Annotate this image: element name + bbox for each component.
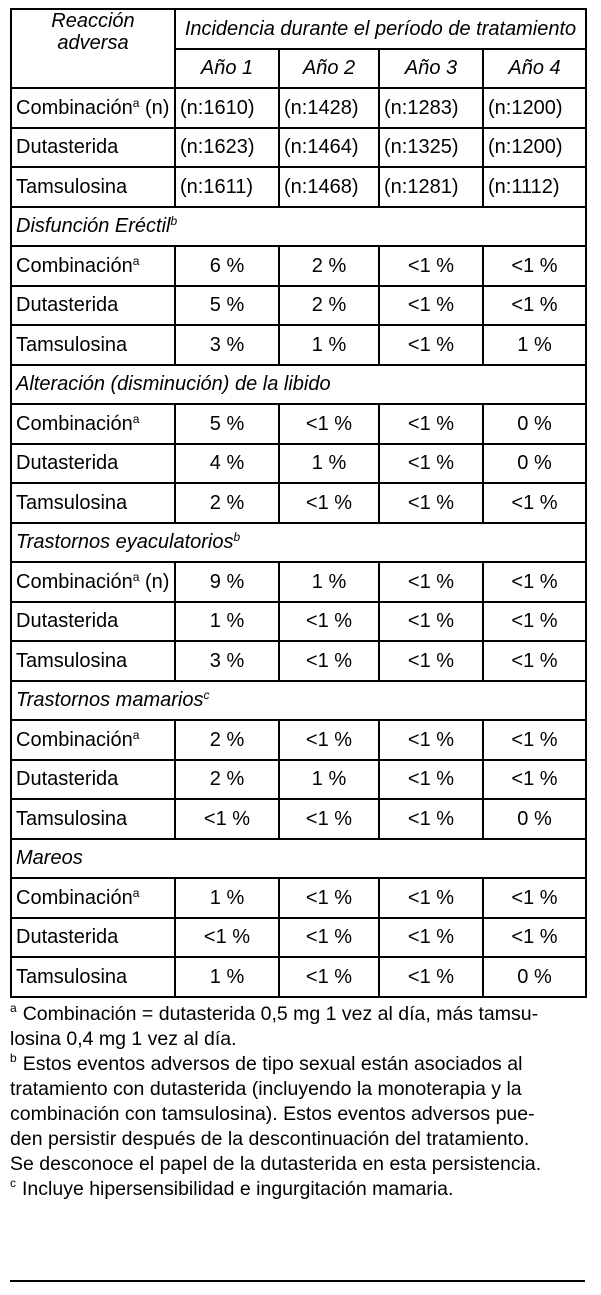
footnote-text: Combinación = dutasterida 0,5 mg 1 vez al día, más tamsu- [22,1002,539,1025]
table-row [11,88,586,128]
value-cell: (n:1468) [279,167,379,207]
section-title-text: Disfunción Eréctil [16,215,171,238]
value-cell: (n:1200) [483,128,586,168]
value-cell: <1 % [279,918,379,958]
value-cell: (n:1281) [379,167,483,207]
row-label-text: Dutasterida [16,610,119,633]
value-cell: (n:1283) [379,88,483,128]
value-cell: <1 % [379,286,483,326]
footnote-marker: c [10,1175,16,1190]
row-label [11,799,175,839]
value-cell: 2 % [175,760,279,800]
footnote-text: Estos eventos adversos de tipo sexual están asociados al [22,1052,523,1075]
table-row [11,325,586,365]
value-cell: <1 % [379,641,483,681]
row-label [11,88,175,128]
row-label [11,286,175,326]
footnote-text: Se desconoce el papel de la dutasterida en esta persistencia. [10,1152,542,1175]
footnote-line [10,1002,585,1027]
row-label-text: Tamsulosina [16,175,128,198]
row-label [11,878,175,918]
footnote-marker: a [132,411,140,426]
value-cell: 1 % [279,325,379,365]
value-cell: <1 % [379,325,483,365]
adverse-reactions-table [10,8,587,998]
row-label-text: Dutasterida [16,768,119,791]
row-label [11,918,175,958]
section-title-text: Trastornos mamarios [16,689,204,712]
table-row [11,404,586,444]
section-title-text: Mareos [16,847,83,870]
header-year: Año 3 [379,49,483,89]
value-cell: <1 % [483,760,586,800]
value-cell: <1 % [379,878,483,918]
bottom-rule [10,1280,585,1282]
section-row [11,523,586,563]
value-cell: 1 % [279,562,379,602]
section-row [11,681,586,721]
row-label-text: Combinación [16,728,133,751]
value-cell: <1 % [379,760,483,800]
value-cell: <1 % [279,878,379,918]
footnotes [10,1002,585,1202]
table-row [11,128,586,168]
header-year: Año 4 [483,49,586,89]
value-cell: <1 % [175,918,279,958]
row-label [11,167,175,207]
table-row [11,602,586,642]
row-label-text: Combinación [16,96,133,119]
value-cell: <1 % [279,957,379,997]
value-cell: <1 % [483,918,586,958]
table-row [11,246,586,286]
footnote-text: losina 0,4 mg 1 vez al día. [10,1027,237,1050]
header-row-top [11,9,586,49]
value-cell: (n:1325) [379,128,483,168]
value-cell: 6 % [175,246,279,286]
value-cell: 5 % [175,286,279,326]
row-label-text: Combinación [16,886,133,909]
value-cell: 2 % [175,720,279,760]
section-title [11,365,586,405]
value-cell: (n:1611) [175,167,279,207]
value-cell: 1 % [279,444,379,484]
value-cell: <1 % [379,246,483,286]
footnote-marker: a [132,95,140,110]
value-cell: <1 % [379,562,483,602]
section-title [11,839,586,879]
footnote-marker: c [203,688,210,703]
footnote-marker: a [132,727,140,742]
header-row-label: Reacción adversa [11,9,175,88]
row-label-text: Combinación [16,570,133,593]
value-cell: <1 % [175,799,279,839]
row-label [11,641,175,681]
value-cell: 3 % [175,641,279,681]
value-cell: 3 % [175,325,279,365]
table-row [11,641,586,681]
value-cell: <1 % [379,483,483,523]
value-cell: 2 % [279,286,379,326]
row-label [11,246,175,286]
row-label-text: Tamsulosina [16,649,128,672]
value-cell: (n:1428) [279,88,379,128]
footnote-marker: a [132,569,140,584]
section-row [11,207,586,247]
row-label [11,562,175,602]
table-row [11,483,586,523]
value-cell: <1 % [483,286,586,326]
value-cell: <1 % [379,602,483,642]
value-cell: 5 % [175,404,279,444]
value-cell: 2 % [175,483,279,523]
footnote-marker: b [10,1050,17,1065]
footnote-line [10,1027,585,1052]
footnote-text: den persistir después de la descontinuación del tratamiento. [10,1127,530,1150]
footnote-text: combinación con tamsulosina). Estos eventos adversos pue- [10,1102,535,1125]
table-row [11,167,586,207]
value-cell: <1 % [379,404,483,444]
value-cell: (n:1200) [483,88,586,128]
row-label [11,483,175,523]
document [10,8,585,1202]
section-row [11,839,586,879]
value-cell: (n:1623) [175,128,279,168]
row-label-text: Dutasterida [16,136,119,159]
value-cell: <1 % [379,799,483,839]
value-cell: (n:1610) [175,88,279,128]
footnote-line [10,1152,585,1177]
header-year: Año 2 [279,49,379,89]
row-label [11,444,175,484]
section-row [11,365,586,405]
footnote-line [10,1177,585,1202]
row-label-text: Tamsulosina [16,807,128,830]
value-cell: (n:1112) [483,167,586,207]
value-cell: <1 % [279,720,379,760]
value-cell: 0 % [483,404,586,444]
value-cell: 4 % [175,444,279,484]
value-cell: <1 % [483,562,586,602]
row-label-text: Dutasterida [16,926,119,949]
row-label [11,760,175,800]
section-title [11,523,586,563]
value-cell: <1 % [379,444,483,484]
row-label-suffix: (n) [139,96,170,119]
row-label [11,602,175,642]
footnote-line [10,1127,585,1152]
value-cell: <1 % [279,404,379,444]
footnote-marker: a [132,253,140,268]
row-label [11,957,175,997]
row-label-suffix: (n) [139,570,170,593]
table-row [11,878,586,918]
row-label-text: Tamsulosina [16,965,128,988]
value-cell: <1 % [279,602,379,642]
table-row [11,799,586,839]
value-cell: 9 % [175,562,279,602]
table-body [11,9,586,997]
row-label [11,325,175,365]
footnote-marker: a [10,1000,17,1015]
table-row [11,918,586,958]
row-label [11,128,175,168]
footnote-marker: b [233,530,241,545]
value-cell: 1 % [175,602,279,642]
value-cell: 0 % [483,444,586,484]
row-label-text: Tamsulosina [16,333,128,356]
value-cell: <1 % [483,720,586,760]
table-row [11,760,586,800]
table-row [11,720,586,760]
value-cell: 1 % [279,760,379,800]
header-year: Año 1 [175,49,279,89]
section-title-text: Alteración (disminución) de la libido [16,373,331,396]
section-title [11,681,586,721]
section-title-text: Trastornos eyaculatorios [16,531,234,554]
footnote-text: tratamiento con dutasterida (incluyendo la monoterapia y la [10,1077,522,1100]
footnote-marker: b [170,214,178,229]
row-label-text: Combinación [16,254,133,277]
table-row [11,286,586,326]
table-row [11,562,586,602]
value-cell: <1 % [483,246,586,286]
footnote-line [10,1077,585,1102]
value-cell: <1 % [483,483,586,523]
value-cell: 1 % [175,878,279,918]
value-cell: <1 % [483,878,586,918]
footnote-marker: a [132,885,140,900]
value-cell: <1 % [483,602,586,642]
row-label-text: Tamsulosina [16,491,128,514]
value-cell: 0 % [483,957,586,997]
row-label [11,720,175,760]
value-cell: 0 % [483,799,586,839]
value-cell: (n:1464) [279,128,379,168]
value-cell: <1 % [379,918,483,958]
table-row [11,957,586,997]
header-group-label: Incidencia durante el período de tratamiento [175,9,586,49]
value-cell: <1 % [279,799,379,839]
row-label-text: Dutasterida [16,294,119,317]
value-cell: 2 % [279,246,379,286]
value-cell: <1 % [279,641,379,681]
row-label-text: Dutasterida [16,452,119,475]
footnote-text: Incluye hipersensibilidad e ingurgitación mamaria. [22,1177,454,1200]
footnote-line [10,1052,585,1077]
footnote-line [10,1102,585,1127]
value-cell: 1 % [175,957,279,997]
table-row [11,444,586,484]
value-cell: 1 % [483,325,586,365]
section-title [11,207,586,247]
value-cell: <1 % [379,720,483,760]
row-label [11,404,175,444]
value-cell: <1 % [483,641,586,681]
value-cell: <1 % [279,483,379,523]
value-cell: <1 % [379,957,483,997]
row-label-text: Combinación [16,412,133,435]
